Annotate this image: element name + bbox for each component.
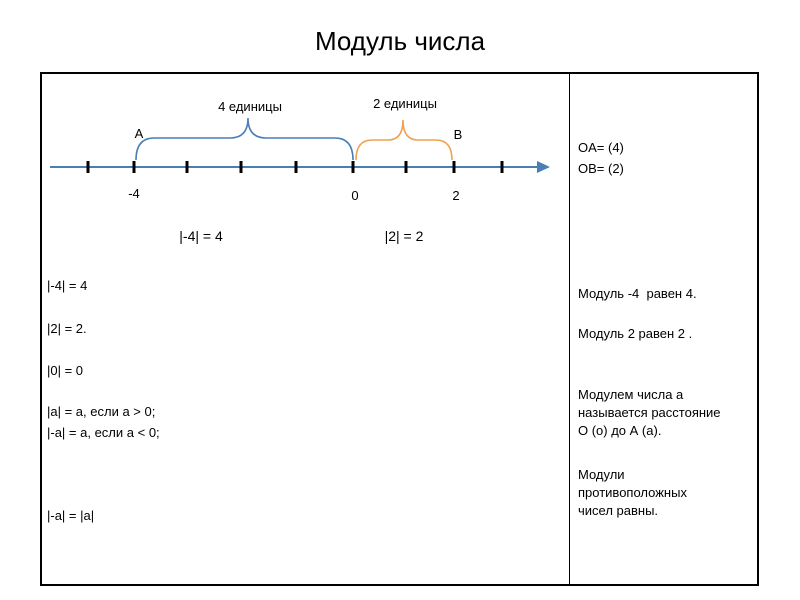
note-mod-2: Модуль 2 равен 2 .: [578, 326, 693, 341]
equation-abs-0: |0| = 0: [47, 363, 84, 378]
note-oa: OA= (4): [578, 140, 624, 155]
axis-arrow-icon: [537, 161, 550, 173]
brace-left: [136, 118, 353, 160]
equation-abs-a-positive: |a| = a, если a > 0;: [47, 404, 156, 419]
equation-abs-neg4: |-4| = 4: [47, 278, 88, 293]
slide-title: Модуль числа: [314, 26, 486, 56]
tick-label-0: 0: [351, 188, 359, 203]
note-ob: OB= (2): [578, 161, 624, 176]
brace-left-label: 4 единицы: [218, 99, 282, 114]
point-a-label: A: [134, 126, 144, 141]
note-opposites: Модули противоположных чисел равны.: [578, 467, 687, 518]
brace-right-label: 2 единицы: [373, 96, 437, 111]
tick-label-neg4: -4: [128, 186, 140, 201]
equation-abs-2: |2| = 2.: [47, 321, 87, 336]
point-b-label: B: [453, 127, 463, 142]
abs-label-left: |-4| = 4: [179, 228, 223, 244]
abs-label-right: |2| = 2: [384, 228, 424, 244]
equation-abs-opposites: |-a| = |a|: [47, 508, 95, 523]
note-definition: Модулем числа а называется расстояние О (о) до А (а).: [578, 387, 721, 438]
equation-abs-a-negative: |-a| = a, если a < 0;: [47, 425, 160, 440]
brace-right: [356, 120, 452, 160]
tick-label-2: 2: [452, 188, 460, 203]
note-mod-neg4: Модуль -4 равен 4.: [578, 286, 697, 301]
